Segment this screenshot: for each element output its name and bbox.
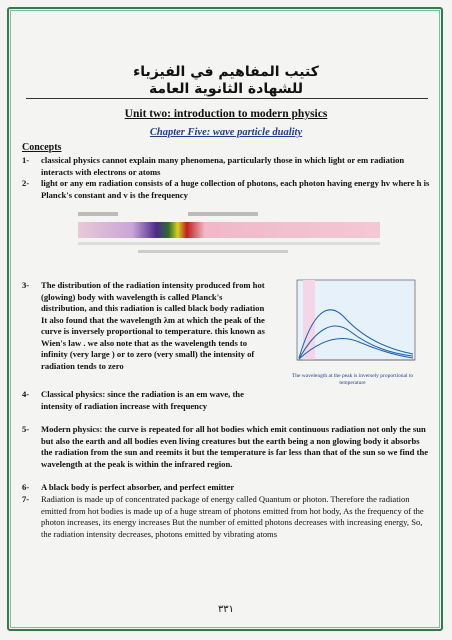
arabic-header-line2: للشهادة الثانوية العامة (148, 81, 304, 97)
item-number: 6- (22, 482, 30, 492)
arabic-header (0, 64, 452, 98)
item-text: Classical physics: since the radiation is an em wave, the intensity of radiation increase with frequency (41, 389, 244, 411)
wien-figure-caption: The wavelength at the peak is inversely proportional to temperature (291, 373, 414, 386)
chapter-title: Chapter Five: wave particle duality (149, 127, 303, 138)
concepts-heading: Concepts (22, 142, 62, 153)
arabic-header-line1: كتيب المفاهيم في الفيزياء (133, 64, 319, 80)
page-number: ٣٣١ (217, 604, 235, 615)
concept-item-2 (22, 178, 432, 201)
concept-item-7 (22, 494, 432, 540)
item-number: 3- (22, 280, 30, 290)
unit-title: Unit two: introduction to modern physics (124, 108, 328, 120)
item-text: Modern physics: the curve is repeated for all hot bodies which emit continuous radiation not only the sun but also the earth and all bodies even living creatures but the earth being a non glowing body it absorbs the radiation from the sun and reemits it but the temperature is far less than that of the sun so we find the wavelength at the peak is within the infrared region. (41, 424, 429, 469)
wien-law-graph (285, 272, 420, 372)
item-number: 1- (22, 155, 30, 165)
concept-item-5 (22, 424, 432, 470)
em-spectrum-figure (78, 208, 380, 260)
concept-item-4 (22, 389, 267, 412)
item-number: 7- (22, 494, 30, 504)
item-text: classical physics cannot explain many phenomena, particularly those in which light or em radiation interacts with electrons or atoms (41, 155, 405, 177)
item-text: The distribution of the radiation intensity produced from hot (glowing) body with wavelength is called Planck's distribution, and this radiation is called black body radiation It also found that the wavelength λm at which the peak of the curve is inversely proportional to temperature. this known as Wien's law . we also note that as the wavelength tends to infinity (very large ) or to zero (very small) the intensity of radiation tends to zero (41, 280, 265, 371)
item-number: 5- (22, 424, 30, 434)
concept-item-1 (22, 155, 432, 178)
item-text: A black body is perfect absorber, and perfect emitter (41, 482, 235, 492)
item-number: 4- (22, 389, 30, 399)
concept-item-3 (22, 280, 267, 372)
item-number: 2- (22, 178, 30, 188)
item-text: light or any em radiation consists of a huge collection of photons, each photon having energy hv where h is Planck's constant and v is the frequency (41, 178, 430, 200)
item-text: Radiation is made up of concentrated package of energy called Quantum or photon. Therefore the radiation emitted from hot bodies is made up of a huge stream of photons emitted from hot body, As the frequency of the photon increases, its energy increases But the number of emitted photons decreases with increasing energy, So, the radiation intensity decreases, photons emitted by vibrating atoms (41, 494, 424, 539)
concept-item-6 (22, 482, 432, 494)
header-rule (26, 98, 428, 99)
